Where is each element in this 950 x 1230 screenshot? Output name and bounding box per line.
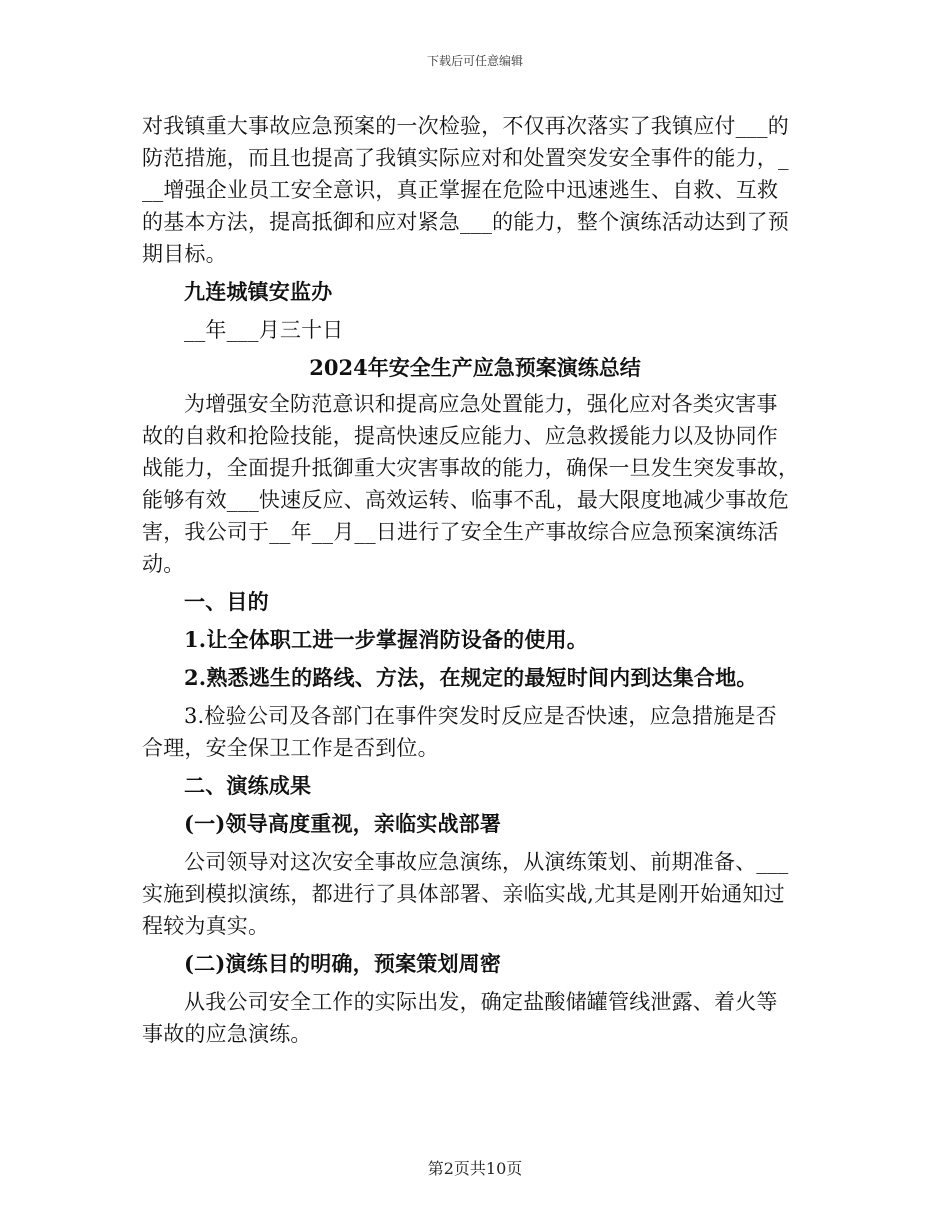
section-heading-purpose: 一、目的 [184,589,269,614]
page-footer: 第2页共10页 [427,1159,523,1178]
text-line: 合理，安全保卫工作是否到位。 [142,736,439,760]
text-line: 战能力，全面提升抵御重大灾害事故的能力，确保一旦发生突发事故， [142,456,800,480]
subsection-heading-purpose-plan: (二)演练目的明确，预案策划周密 [184,951,502,976]
text-line: 害，我公司于__年__月__日进行了安全生产事故综合应急预案演练活 [142,520,779,544]
purpose-item-3 [142,700,808,764]
text-line: 程较为真实。 [142,914,270,938]
purpose-item-1: 1.让全体职工进一步掌握消防设备的使用。 [184,627,588,652]
subsection-heading-leadership: (一)领导高度重视，亲临实战部署 [184,811,502,836]
purpose-item-2: 2.熟悉逃生的路线、方法，在规定的最短时间内到达集合地。 [184,665,758,690]
text-line: 的基本方法，提高抵御和应对紧急___的能力，整个演练活动达到了预 [142,210,789,234]
text-line: 实施到模拟演练，都进行了具体部署、亲临实战,尤其是刚开始通知过 [142,882,785,906]
text-line: __增强企业员工安全意识，真正掌握在危险中迅速逃生、自救、互救 [142,178,779,202]
text-line: 公司领导对这次安全事故应急演练，从演练策划、前期准备、___ [184,850,789,874]
summary-paragraph [142,388,808,580]
text-line: 事故的应急演练。 [142,1022,312,1046]
intro-paragraph [142,110,808,270]
text-line: 动。 [142,552,185,576]
document-title: 2024年安全生产应急预案演练总结 [309,355,641,380]
purpose-plan-paragraph [142,986,808,1050]
text-line: 从我公司安全工作的实际出发，确定盐酸储罐管线泄露、着火等 [184,990,778,1014]
signature-date: __年___月三十日 [184,318,344,342]
signature-org: 九连城镇安监办 [184,279,333,304]
page-header: 下载后可任意编辑 [426,54,523,68]
text-line: 为增强安全防范意识和提高应急处置能力，强化应对各类灾害事 [184,392,778,416]
text-line: 期目标。 [142,242,227,266]
text-line: 对我镇重大事故应急预案的一次检验，不仅再次落实了我镇应付___的 [142,114,789,138]
text-line: 能够有效___快速反应、高效运转、临事不乱，最大限度地减少事故危 [142,488,789,512]
section-heading-results: 二、演练成果 [184,773,312,798]
leadership-paragraph [142,846,808,942]
text-line: 3.检验公司及各部门在事件突发时反应是否快速，应急措施是否 [184,704,777,728]
text-line: 故的自救和抢险技能，提高快速反应能力、应急救援能力以及协同作 [142,424,778,448]
document-body [142,110,808,1056]
text-line: 防范措施，而且也提高了我镇实际应对和处置突发安全事件的能力，_ [142,146,789,170]
